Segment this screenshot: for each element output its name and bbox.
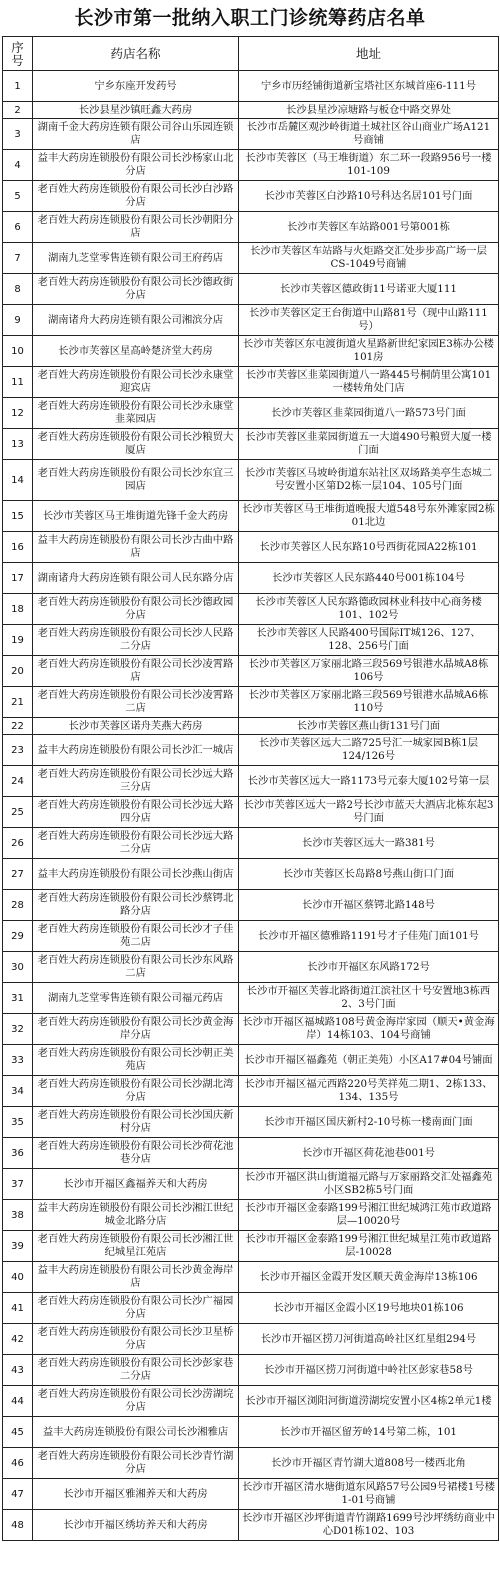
header-address: 地址 [239, 37, 499, 71]
pharmacy-address: 长沙市开福区清水塘街道东风路57号公园9号裙楼1号楼1-01号商铺 [239, 1479, 499, 1510]
pharmacy-address: 长沙市芙蓉区远大一路381号 [239, 828, 499, 859]
table-row [3, 766, 499, 797]
pharmacy-name: 湖南诸舟大药房连锁有限公司人民东路分店 [33, 563, 239, 594]
row-number: 46 [3, 1448, 33, 1479]
table-row [3, 532, 499, 563]
pharmacy-address: 长沙市芙蓉区定王台街道中山路81号（现中山路111号） [239, 305, 499, 336]
table-row [3, 1386, 499, 1417]
table-row [3, 1417, 499, 1448]
pharmacy-address: 长沙市芙蓉区长岛路8号燕山街口门面 [239, 859, 499, 890]
pharmacy-address: 长沙市开福区福鑫苑（朝正美苑）小区A17#04号铺面 [239, 1045, 499, 1076]
pharmacy-address: 长沙县星沙凉塘路与板仓中路交界处 [239, 102, 499, 119]
pharmacy-address: 长沙市岳麓区观沙岭街道土城社区谷山商业广场A121号商铺 [239, 119, 499, 150]
table-row [3, 150, 499, 181]
table-row [3, 625, 499, 656]
row-number: 9 [3, 305, 33, 336]
pharmacy-name: 老百姓大药房连锁股份有限公司长沙荷花池巷分店 [33, 1138, 239, 1169]
table-row [3, 398, 499, 429]
pharmacy-name: 老百姓大药房连锁股份有限公司长沙蔡锷北路分店 [33, 890, 239, 921]
row-number: 28 [3, 890, 33, 921]
pharmacy-name: 老百姓大药房连锁股份有限公司长沙粮贸大厦店 [33, 429, 239, 460]
row-number: 13 [3, 429, 33, 460]
pharmacy-address: 长沙市芙蓉区德政街11号诺亚大厦111 [239, 274, 499, 305]
row-number: 19 [3, 625, 33, 656]
table-header-row [3, 37, 499, 71]
pharmacy-address: 长沙市开福区浏阳河街道涝湖垸安置小区4栋2单元1楼 [239, 1386, 499, 1417]
pharmacy-address: 长沙市芙蓉区远大一路1173号元泰大厦102号第一层 [239, 766, 499, 797]
row-number: 32 [3, 1014, 33, 1045]
pharmacy-address: 长沙市芙蓉区人民东路440号001栋104号 [239, 563, 499, 594]
pharmacy-name: 湖南九芝堂零售连锁有限公司王府药店 [33, 243, 239, 274]
row-number: 14 [3, 460, 33, 501]
row-number: 31 [3, 983, 33, 1014]
table-row [3, 305, 499, 336]
row-number: 35 [3, 1107, 33, 1138]
pharmacy-address: 宁乡市历经铺街道新宝塔社区东城首座6-111号 [239, 71, 499, 102]
pharmacy-address: 长沙市芙蓉区远大一路2号长沙市蓝天大酒店北栋东起3号门面 [239, 797, 499, 828]
pharmacy-name: 老百姓大药房连锁股份有限公司长沙国庆新村分店 [33, 1107, 239, 1138]
pharmacy-name: 老百姓大药房连锁股份有限公司长沙彭家巷二分店 [33, 1355, 239, 1386]
pharmacy-name: 老百姓大药房连锁股份有限公司长沙湖北湾分店 [33, 1076, 239, 1107]
table-row [3, 718, 499, 735]
pharmacy-address: 长沙市开福区留芳岭14号第二栋，101 [239, 1417, 499, 1448]
pharmacy-address: 长沙市芙蓉区（马王堆街道）东二环一段路956号一楼101-109 [239, 150, 499, 181]
pharmacy-address: 长沙市芙蓉区韭菜园街道八一路573号门面 [239, 398, 499, 429]
pharmacy-name: 益丰大药房连锁股份有限公司长沙燕山街店 [33, 859, 239, 890]
pharmacy-name: 益丰大药房连锁股份有限公司长沙古曲中路店 [33, 532, 239, 563]
table-row [3, 828, 499, 859]
row-number: 20 [3, 656, 33, 687]
table-row [3, 563, 499, 594]
row-number: 40 [3, 1262, 33, 1293]
pharmacy-address: 长沙市芙蓉区车站路001号第001栋 [239, 212, 499, 243]
pharmacy-name: 宁乡东座开发药号 [33, 71, 239, 102]
row-number: 29 [3, 921, 33, 952]
table-row [3, 1076, 499, 1107]
pharmacy-address: 长沙市芙蓉区东屯渡街道火星路新世纪家园E3栋办公楼101房 [239, 336, 499, 367]
row-number: 45 [3, 1417, 33, 1448]
pharmacy-name: 老百姓大药房连锁股份有限公司长沙永康堂韭菜园店 [33, 398, 239, 429]
table-row [3, 1324, 499, 1355]
pharmacy-address: 长沙市芙蓉区人民路400号国际IT城126、127、128、256号门面 [239, 625, 499, 656]
row-number: 48 [3, 1510, 33, 1541]
row-number: 17 [3, 563, 33, 594]
header-name: 药店名称 [33, 37, 239, 71]
table-row [3, 102, 499, 119]
row-number: 3 [3, 119, 33, 150]
table-row [3, 460, 499, 501]
pharmacy-address: 长沙市开福区福城路108号黄金海岸家园（顺天•黄金海岸）14栋103、104号商铺 [239, 1014, 499, 1045]
row-number: 41 [3, 1293, 33, 1324]
row-number: 2 [3, 102, 33, 119]
row-number: 33 [3, 1045, 33, 1076]
pharmacy-address: 长沙市芙蓉区万家丽北路三段569号银港水晶城A8栋106号 [239, 656, 499, 687]
pharmacy-name: 长沙市芙蓉区星高岭楚济堂大药房 [33, 336, 239, 367]
table-row [3, 1293, 499, 1324]
row-number: 6 [3, 212, 33, 243]
row-number: 30 [3, 952, 33, 983]
pharmacy-name: 老百姓大药房连锁股份有限公司长沙湘江世纪城星江苑店 [33, 1231, 239, 1262]
pharmacy-name: 长沙市开福区鑫福养天和大药房 [33, 1169, 239, 1200]
pharmacy-address: 长沙市芙蓉区白沙路10号科达名居101号门面 [239, 181, 499, 212]
pharmacy-name: 老百姓大药房连锁股份有限公司长沙德政园分店 [33, 594, 239, 625]
table-body [3, 71, 499, 1541]
pharmacy-name: 老百姓大药房连锁股份有限公司长沙凌霄路二店 [33, 687, 239, 718]
table-row [3, 1014, 499, 1045]
pharmacy-address: 长沙市芙蓉区车站路与火炬路交汇处步步高广场一层CS-1049号商铺 [239, 243, 499, 274]
pharmacy-name: 老百姓大药房连锁股份有限公司长沙远大路三分店 [33, 766, 239, 797]
pharmacy-address: 长沙市开福区青竹湖大道808号一楼西北角 [239, 1448, 499, 1479]
pharmacy-address: 长沙市芙蓉区万家丽北路三段569号银港水晶城A6栋110号 [239, 687, 499, 718]
row-number: 38 [3, 1200, 33, 1231]
table-row [3, 1169, 499, 1200]
table-row [3, 859, 499, 890]
header-no: 序号 [3, 37, 33, 71]
pharmacy-address: 长沙市芙蓉区韭菜园街道八一路445号桐荫里公寓101一楼转角处门店 [239, 367, 499, 398]
pharmacy-address: 长沙市芙蓉区马王堆街道晚报大道548号东外滩家园2栋01北边 [239, 501, 499, 532]
pharmacy-name: 老百姓大药房连锁股份有限公司长沙卫星桥分店 [33, 1324, 239, 1355]
row-number: 42 [3, 1324, 33, 1355]
pharmacy-name: 老百姓大药房连锁股份有限公司长沙凌霄路店 [33, 656, 239, 687]
table-row [3, 983, 499, 1014]
table-row [3, 1045, 499, 1076]
table-row [3, 429, 499, 460]
row-number: 23 [3, 735, 33, 766]
table-row [3, 1107, 499, 1138]
table-row [3, 921, 499, 952]
pharmacy-name: 长沙市芙蓉区马王堆街道先锋千金大药房 [33, 501, 239, 532]
row-number: 36 [3, 1138, 33, 1169]
row-number: 25 [3, 797, 33, 828]
pharmacy-name: 湖南诸舟大药房连锁有限公司湘滨分店 [33, 305, 239, 336]
table-row [3, 797, 499, 828]
table-row [3, 687, 499, 718]
pharmacy-name: 老百姓大药房连锁股份有限公司长沙德政街分店 [33, 274, 239, 305]
row-number: 16 [3, 532, 33, 563]
row-number: 24 [3, 766, 33, 797]
table-row [3, 1510, 499, 1541]
pharmacy-address: 长沙市开福区东风路172号 [239, 952, 499, 983]
pharmacy-name: 益丰大药房连锁股份有限公司长沙湘江世纪城金北路分店 [33, 1200, 239, 1231]
row-number: 22 [3, 718, 33, 735]
pharmacy-name: 老百姓大药房连锁股份有限公司长沙青竹湖分店 [33, 1448, 239, 1479]
pharmacy-name: 老百姓大药房连锁股份有限公司长沙黄金海岸分店 [33, 1014, 239, 1045]
table-row [3, 1200, 499, 1231]
table-row [3, 594, 499, 625]
row-number: 43 [3, 1355, 33, 1386]
pharmacy-address: 长沙市开福区福元西路220号芙祥苑二期1、2栋133、134、135号 [239, 1076, 499, 1107]
pharmacy-address: 长沙市开福区德雅路1191号才子佳苑门面101号 [239, 921, 499, 952]
pharmacy-address: 长沙市开福区洪山街道福元路与万家丽路交汇处福鑫苑小区SB2栋5号门面 [239, 1169, 499, 1200]
pharmacy-name: 老百姓大药房连锁股份有限公司长沙涝湖垸分店 [33, 1386, 239, 1417]
pharmacy-name: 老百姓大药房连锁股份有限公司长沙远大路二分店 [33, 828, 239, 859]
row-number: 37 [3, 1169, 33, 1200]
pharmacy-name: 湖南九芝堂零售连锁有限公司福元药店 [33, 983, 239, 1014]
pharmacy-name: 益丰大药房连锁股份有限公司长沙湘雅店 [33, 1417, 239, 1448]
table-row [3, 243, 499, 274]
pharmacy-address: 长沙市开福区金泰路199号湘江世纪城星江苑市政道路层-10028 [239, 1231, 499, 1262]
pharmacy-name: 益丰大药房连锁股份有限公司长沙黄金海岸店 [33, 1262, 239, 1293]
table-row [3, 367, 499, 398]
pharmacy-name: 长沙市芙蓉区诺舟芙燕大药房 [33, 718, 239, 735]
pharmacy-address: 长沙市开福区荷花池巷001号 [239, 1138, 499, 1169]
table-row [3, 336, 499, 367]
pharmacy-name: 长沙市开福区雅湘养天和大药房 [33, 1479, 239, 1510]
pharmacy-name: 益丰大药房连锁股份有限公司长沙杨家山北分店 [33, 150, 239, 181]
pharmacy-address: 长沙市开福区捞刀河街道中岭社区彭家巷58号 [239, 1355, 499, 1386]
pharmacy-name: 湖南千金大药房连锁有限公司谷山乐园连锁店 [33, 119, 239, 150]
row-number: 10 [3, 336, 33, 367]
row-number: 39 [3, 1231, 33, 1262]
pharmacy-name: 老百姓大药房连锁股份有限公司长沙永康堂迎宾店 [33, 367, 239, 398]
row-number: 5 [3, 181, 33, 212]
table-row [3, 212, 499, 243]
row-number: 1 [3, 71, 33, 102]
pharmacy-name: 长沙县星沙镇旺鑫大药房 [33, 102, 239, 119]
table-row [3, 119, 499, 150]
row-number: 47 [3, 1479, 33, 1510]
pharmacy-name: 老百姓大药房连锁股份有限公司长沙广福园分店 [33, 1293, 239, 1324]
table-row [3, 656, 499, 687]
table-row [3, 1448, 499, 1479]
pharmacy-name: 老百姓大药房连锁股份有限公司长沙白沙路分店 [33, 181, 239, 212]
pharmacy-address: 长沙市开福区芙蓉北路街道江滨社区十号安置地3栋西2、3号门面 [239, 983, 499, 1014]
row-number: 26 [3, 828, 33, 859]
pharmacy-address: 长沙市开福区金霞开发区顺天黄金海岸13栋106 [239, 1262, 499, 1293]
pharmacy-name: 老百姓大药房连锁股份有限公司长沙才子佳苑二店 [33, 921, 239, 952]
pharmacy-address: 长沙市芙蓉区人民东路德政园林业科技中心商务楼101、102号 [239, 594, 499, 625]
pharmacy-name: 老百姓大药房连锁股份有限公司长沙东风路二店 [33, 952, 239, 983]
pharmacy-address: 长沙市芙蓉区韭菜园街道五一大道490号粮贸大厦一楼门面 [239, 429, 499, 460]
table-row [3, 735, 499, 766]
table-row [3, 1262, 499, 1293]
table-row [3, 1355, 499, 1386]
row-number: 27 [3, 859, 33, 890]
pharmacy-name: 老百姓大药房连锁股份有限公司长沙远大路四分店 [33, 797, 239, 828]
row-number: 44 [3, 1386, 33, 1417]
pharmacy-address: 长沙市开福区捞刀河街道高岭社区红星组294号 [239, 1324, 499, 1355]
pharmacy-address: 长沙市开福区金霞小区19号地块01栋106 [239, 1293, 499, 1324]
table-row [3, 274, 499, 305]
row-number: 18 [3, 594, 33, 625]
row-number: 8 [3, 274, 33, 305]
row-number: 11 [3, 367, 33, 398]
pharmacy-name: 老百姓大药房连锁股份有限公司长沙东宜三园店 [33, 460, 239, 501]
table-row [3, 1479, 499, 1510]
pharmacy-address: 长沙市芙蓉区人民东路10号西街花园A22栋101 [239, 532, 499, 563]
pharmacy-table [2, 36, 499, 1541]
pharmacy-address: 长沙市开福区蔡锷北路148号 [239, 890, 499, 921]
table-row [3, 1138, 499, 1169]
table-row [3, 181, 499, 212]
document-title: 长沙市第一批纳入职工门诊统筹药店名单 [74, 7, 426, 29]
pharmacy-name: 长沙市开福区绣坊养天和大药房 [33, 1510, 239, 1541]
pharmacy-address: 长沙市开福区沙坪街道青竹湖路1699号沙坪绣纺商业中心D01栋102、103 [239, 1510, 499, 1541]
table-row [3, 501, 499, 532]
pharmacy-name: 老百姓大药房连锁股份有限公司长沙朝阳分店 [33, 212, 239, 243]
pharmacy-name: 老百姓大药房连锁股份有限公司长沙人民路二分店 [33, 625, 239, 656]
row-number: 34 [3, 1076, 33, 1107]
row-number: 21 [3, 687, 33, 718]
pharmacy-address: 长沙市开福区国庆新村2-10号栋一楼南面门面 [239, 1107, 499, 1138]
row-number: 12 [3, 398, 33, 429]
table-row [3, 952, 499, 983]
table-row [3, 890, 499, 921]
pharmacy-address: 长沙市芙蓉区远大二路725号汇一城家园B栋1层124/126号 [239, 735, 499, 766]
row-number: 4 [3, 150, 33, 181]
pharmacy-name: 益丰大药房连锁股份有限公司长沙汇一城店 [33, 735, 239, 766]
pharmacy-address: 长沙市芙蓉区马坡岭街道东站社区双场路美亭生态城二号安置小区第D2栋一层104、105号门面 [239, 460, 499, 501]
table-row [3, 71, 499, 102]
pharmacy-name: 老百姓大药房连锁股份有限公司长沙朝正美苑店 [33, 1045, 239, 1076]
pharmacy-address: 长沙市芙蓉区燕山街131号门面 [239, 718, 499, 735]
pharmacy-address: 长沙市开福区金泰路199号湘江世纪城鸿江苑市政道路层—10020号 [239, 1200, 499, 1231]
table-row [3, 1231, 499, 1262]
row-number: 7 [3, 243, 33, 274]
row-number: 15 [3, 501, 33, 532]
